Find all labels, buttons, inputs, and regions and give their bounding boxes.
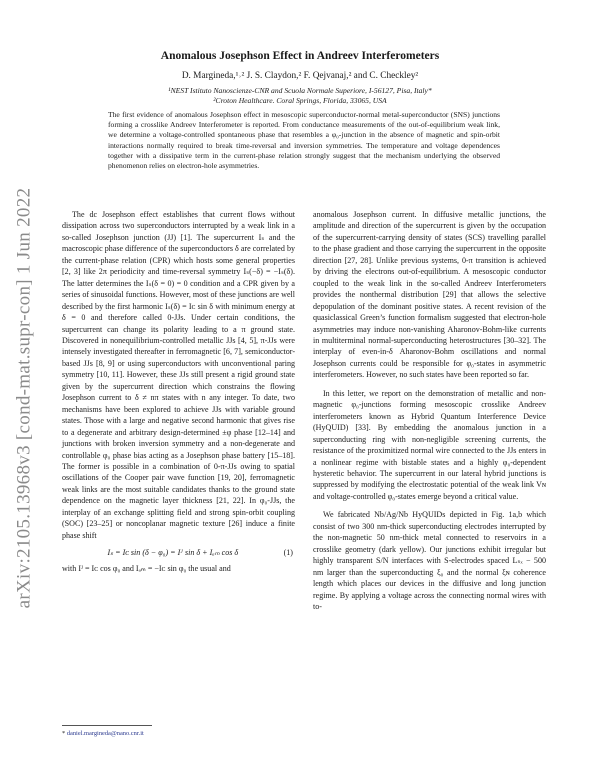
affiliation-1: ¹NEST Istituto Nanoscienze-CNR and Scuola Normale Superiore, I-56127, Pisa, Italy* <box>168 86 432 95</box>
affiliation-2: ²Croton Healthcare. Coral Springs, Florida, 33065, USA <box>213 96 387 105</box>
equation-1 <box>62 547 295 558</box>
email-link[interactable]: daniel.margineda@nano.cnr.it <box>66 730 144 737</box>
right-column <box>313 209 546 612</box>
post-equation-text: with Iᴶ = Iᴄ cos φ₀ and Iₐₘ = −Iᴄ sin φ₀ the usual and <box>62 563 231 573</box>
footnote <box>62 730 144 737</box>
left-column <box>62 209 295 574</box>
fabrication-paragraph: We fabricated Nb/Ag/Nb HyQUIDs depicted in Fig. 1a,b which consist of two 300 nm-thick superconducting electrodes interrupted by the non-magnetic 50 nm-thick metal connected to reservoirs in a crosslike geometry (dark yellow). Our junctions exhibit irregular but highly transparent S/N interfaces with S-electrodes spaced Lₛₓ − 500 nm larger than the superconducting ξ₀ and the normal ξɴ coherence length which places our devices in the diffusive and long junction regime. By applying a voltage across the connecting normal wires with to- <box>313 510 546 611</box>
continuation-paragraph: anomalous Josephson current. In diffusive metallic junctions, the amplitude and direction of the supercurrent is given by the occupation of the supercurrent-carrying density of states (SCS) travelling parallel to the phase gradient and those carrying the supercurrent in the opposite direction [27, 28]. Unlike previous systems, 0-π transition is achieved by driving the electrons out-of-equilibrium. A mesoscopic conductor coupled to the weak link in the so-called Andreev Interferometers provides the nonthermal distribution [29] that allows the selective depopulation of the dominant positive states. A recent revision of the quasiclassical Green’s function formalism suggested that electron-hole asymmetries may induce non-vanishing Aharonov-Bohm-like currents in multiterminal normal-superconducting heterostructures [30–32]. The interplay of even-in-δ Aharonov-Bohm oscillations and normal Josephson currents could be responsible for φ₀-states in asymmetric interferometers. However, no such states have been reported so far. <box>313 210 546 380</box>
letter-paragraph: In this letter, we report on the demonstration of metallic and non-magnetic φ₀-junctions forming mesoscopic crosslike Andreev interferometers known as Hybrid Quantum Interference Device (HyQUID) [33]. By embedding the anomalous junction in a superconducting ring with non-negligible screening currents, the resistance of the proximitized normal wire connected to the JJs enters in a nonlinear regime with bistable states and a highly φ₀-dependent hysteretic behavior. The supercurrent in our lateral hybrid junctions is suppressed by modifying the electrostatic potential of the weak link Vɴ and voltage-controlled φ₀-states emerge beyond a critical value. <box>313 388 546 501</box>
paper-title: Anomalous Josephson Effect in Andreev Interferometers <box>160 50 440 62</box>
equation-expression: Iₛ = Iᴄ sin (δ − φ₀) = Iᴶ sin δ + Iₐₘ cos δ <box>107 548 239 558</box>
arxiv-stamp-text: arXiv:2105.13968v3 [cond-mat.supr-con] 1 Jun 2022 <box>13 187 35 609</box>
equation-number: (1) <box>283 548 293 558</box>
author-list: D. Margineda,¹˒² J. S. Claydon,² F. Qejvanaj,² and C. Checkley² <box>181 71 419 81</box>
footnote-rule <box>62 725 152 726</box>
intro-paragraph: The dc Josephson effect establishes that current flows without dissipation across two superconductors interrupted by a weak link in a so-called Josephson junction (JJ) [1]. The supercurrent Iₛ and the macroscopic phase difference of the superconductors δ are correlated by the current-phase relation (CPR) which hosts some general properties [2, 3] like 2π periodicity and time-reversal symmetry Iₛ(−δ) = −Iₛ(δ). The latter determines the Iₛ(δ = 0) = 0 condition and a CPR given by a series of sinusoidal functions. However, most of these junctions are well described by the first harmonic Iₛ(δ) = Iᴄ sin δ with minimum energy at δ = 0 and therefore called 0-JJs. Under certain conditions, the supercurrent can change its polarity leading to a π ground state. Discovered in nonequilibrium-controlled metallic JJs [4, 5], π-JJs were intensely investigated thereafter in ferromagnetic [6, 7], semiconductor-based JJs [8, 9] or using superconductors with unconventional paring symmetry [10, 11]. However, these JJs still present a rigid ground state given by the supercurrent direction which constrains the flowing Josephson current to δ ≠ nπ states with n any integer. To date, two mechanisms have been explored to achieve JJs with variable ground states. Those with a large and negative second harmonic that gives rise to a degenerate and arbitrary design-determined ±φ phase [12–14] and junctions with broken inversion symmetry and a non-degenerate and controllable φ₀ phase bias acting as a Josephson phase battery [15–18]. The former is possible in a combination of 0-π-JJs owing to spatial oscillations of the Cooper pair wave function [19, 20], ferromagnetic weak links are the most suitable candidates thanks to the ground state dependence on the magnetic layer thickness [21, 22]. In φ₀-JJs, the interplay of an exchange splitting field and strong spin-orbit coupling (SOC) [23–25] or noncoplanar magnetic texture [26] induce a finite phase shift <box>62 210 295 540</box>
arxiv-stamp <box>10 188 38 608</box>
abstract: The first evidence of anomalous Josephson effect in mesoscopic superconductor-normal metal-superconductor (SNS) junctions forming a crosslike Andreev Interferometer is reported. From conductance measurements of the out-of-equilibrium weak link, we determine a voltage-controlled spontaneous phase that resembles a φ₀-junction in the absence of magnetic and spin-orbit interactions normally required to break time-reversal and inversion symmetries. The temperature and voltage dependences together with a dissipative term in the current-phase relation strongly suggest that the mechanism underlying the observed phenomenon relies on electron-hole asymmetries. <box>108 110 500 171</box>
footnote-marker: * <box>62 730 66 737</box>
